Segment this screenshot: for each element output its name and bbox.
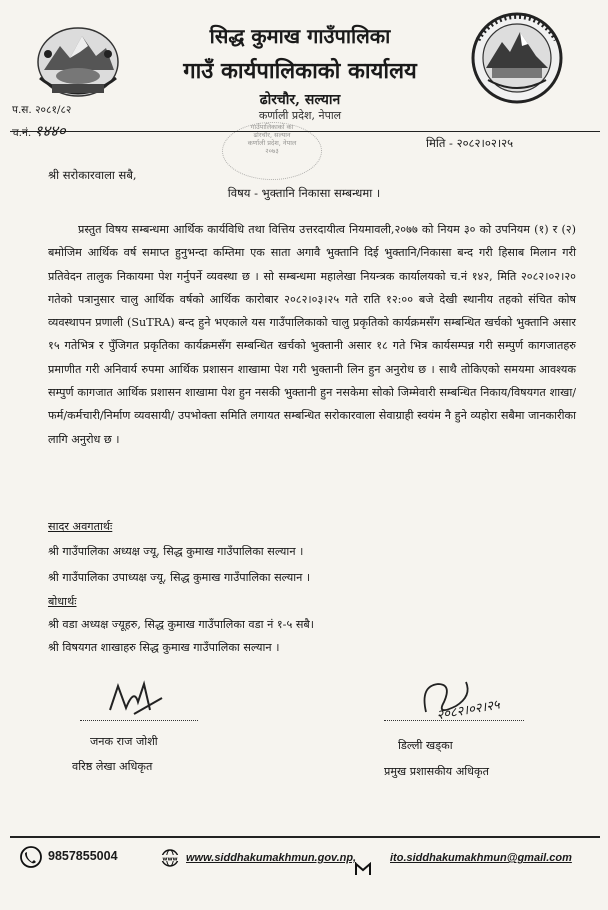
right-signatory-title: प्रमुख प्रशासकीय अधिकृत <box>384 765 490 778</box>
letter-subject: विषय - भुक्तानि निकासा सम्बन्धमा । <box>227 186 381 200</box>
right-signature-line <box>384 720 524 721</box>
nepal-government-emblem-icon <box>30 18 126 100</box>
www-globe-icon <box>158 848 182 868</box>
stamp-line-2: ढोरचौर, सल्यान <box>253 131 291 139</box>
footer-phone: 9857855004 <box>48 849 118 863</box>
dispatch-number-value: १४४० <box>34 122 66 140</box>
stamp-line-4: २०७३ <box>265 147 279 155</box>
bodhartha-heading: बोधार्थः <box>48 595 77 608</box>
left-signature-line <box>80 720 198 721</box>
footer-divider <box>10 836 600 838</box>
header-divider <box>10 131 600 132</box>
left-signatory-title: वरिष्ठ लेखा अधिकृत <box>72 760 153 773</box>
stamp-line-1: गाउँपालिकाको का <box>250 123 294 131</box>
letter-reference-number: प.स. २०८१/८२ <box>12 104 72 116</box>
body-paragraph: प्रस्तुत विषय सम्बन्धमा आर्थिक कार्यविधि तथा वित्तिय उत्तरदायीत्व नियमावली,२०७७ को नियम ३० को उपनियम (१) र (२) बमोजिम आर्थिक वर्ष समाप्त हुनुभन्दा कम्तिमा एक साता अगावै भुक्तानि दिई भुक्तानि/निकासा बन्द गरी हिसाब मिलान गरी प्रतिवेदन तालुक निकायमा पेश गर्नुपर्ने व्यवस्था छ । सो सम्बन्धमा महालेखा नियन्त्रक कार्यालयको च.नं १४२, मिति २०८२।०२।२० गतेको पत्रानुसार चालु आर्थिक वर्षको आर्थिक कारोबार २०८२।०३।२५ गते राति १२:०० बजे देखी स्थानीय तहको संचित कोष व्यवस्थापन प्रणाली (SuTRA) बन्द हुने भएकाले यस गाउँपालिकाको चालु प्रकृतिको कार्यक्रमसँग सम्बन्धित खर्चको भुक्तानि असार १५ गतेभित्र र पुँजिगत प्रकृतिका कार्यक्रमसँग सम्बन्धित खर्चको भुक्तानी असार १८ गते भित्र कार्यसम्पन्न गरी सम्पुर्ण कागजातहरु प्रमाणीत गरी अनिवार्य रुपमा आर्थिक प्रशासन शाखामा पेश गरी भुक्तानी लिन हुन अनुरोध छ । साथै तोकिएको समयमा आवश्यक सम्पुर्ण कागजात आर्थिक प्रशासन शाखामा पेश हुन नसकी भुक्तानी हुन नसकेमा सोको जिम्मेवारी सम्बन्धित निकाय/विषयगत शाखा/ फर्म/कर्मचारी/निर्माण व्यवसायी/ उपभोक्ता समिति लगायत सम्बन्धित सरोकारवाला सेवाग्राही स्वयंम नै हुने व्यहोरा सबैमा जानकारीका लागि अनुरोध छ । <box>48 223 576 446</box>
dispatch-number-label: च.नं. <box>12 127 32 139</box>
office-name: गाउँ कार्यपालिकाको कार्यालय <box>183 58 417 84</box>
sadar-heading: सादर अवगतार्थः <box>48 520 113 533</box>
letter-date: मिति - २०८२।०२।२५ <box>426 136 514 150</box>
sadar-item: श्री गाउँपालिका उपाध्यक्ष ज्यू, सिद्ध कुमाख गाउँपालिका सल्यान । <box>48 571 311 584</box>
bodhartha-item: श्री विषयगत शाखाहरु सिद्ध कुमाख गाउँपालिका सल्यान । <box>48 641 280 654</box>
svg-text:www: www <box>162 856 178 863</box>
right-signatory-name: डिल्ली खड्का <box>398 739 453 752</box>
left-signatory-name: जनक राज जोशी <box>90 735 158 748</box>
stamp-line-3: कर्णाली प्रदेश, नेपाल <box>247 139 297 147</box>
sadar-item: श्री गाउँपालिका अध्यक्ष ज्यू, सिद्ध कुमाख गाउँपालिका सल्यान । <box>48 545 304 558</box>
municipality-name: सिद्ध कुमाख गाउँपालिका <box>209 24 391 48</box>
office-location: ढोरचौर, सल्यान <box>259 92 341 108</box>
right-signature-date: २०८२।०२।२५ <box>435 697 502 724</box>
bodhartha-item: श्री वडा अध्यक्ष ज्यूहरु, सिद्ध कुमाख गाउँपालिका वडा नं १-५ सबै। <box>48 618 315 631</box>
footer-email-link[interactable]: ito.siddhakumakhmun@gmail.com <box>390 852 572 864</box>
municipality-logo-icon <box>458 10 576 106</box>
gmail-icon <box>354 862 372 876</box>
left-signature <box>104 680 166 720</box>
addressee: श्री सरोकारवाला सबै, <box>48 168 137 182</box>
province-name: कर्णाली प्रदेश, नेपाल <box>258 109 342 122</box>
footer-website-link[interactable]: www.siddhakumakhmun.gov.np, <box>186 852 357 864</box>
phone-icon <box>20 846 42 868</box>
letter-body <box>48 218 576 451</box>
